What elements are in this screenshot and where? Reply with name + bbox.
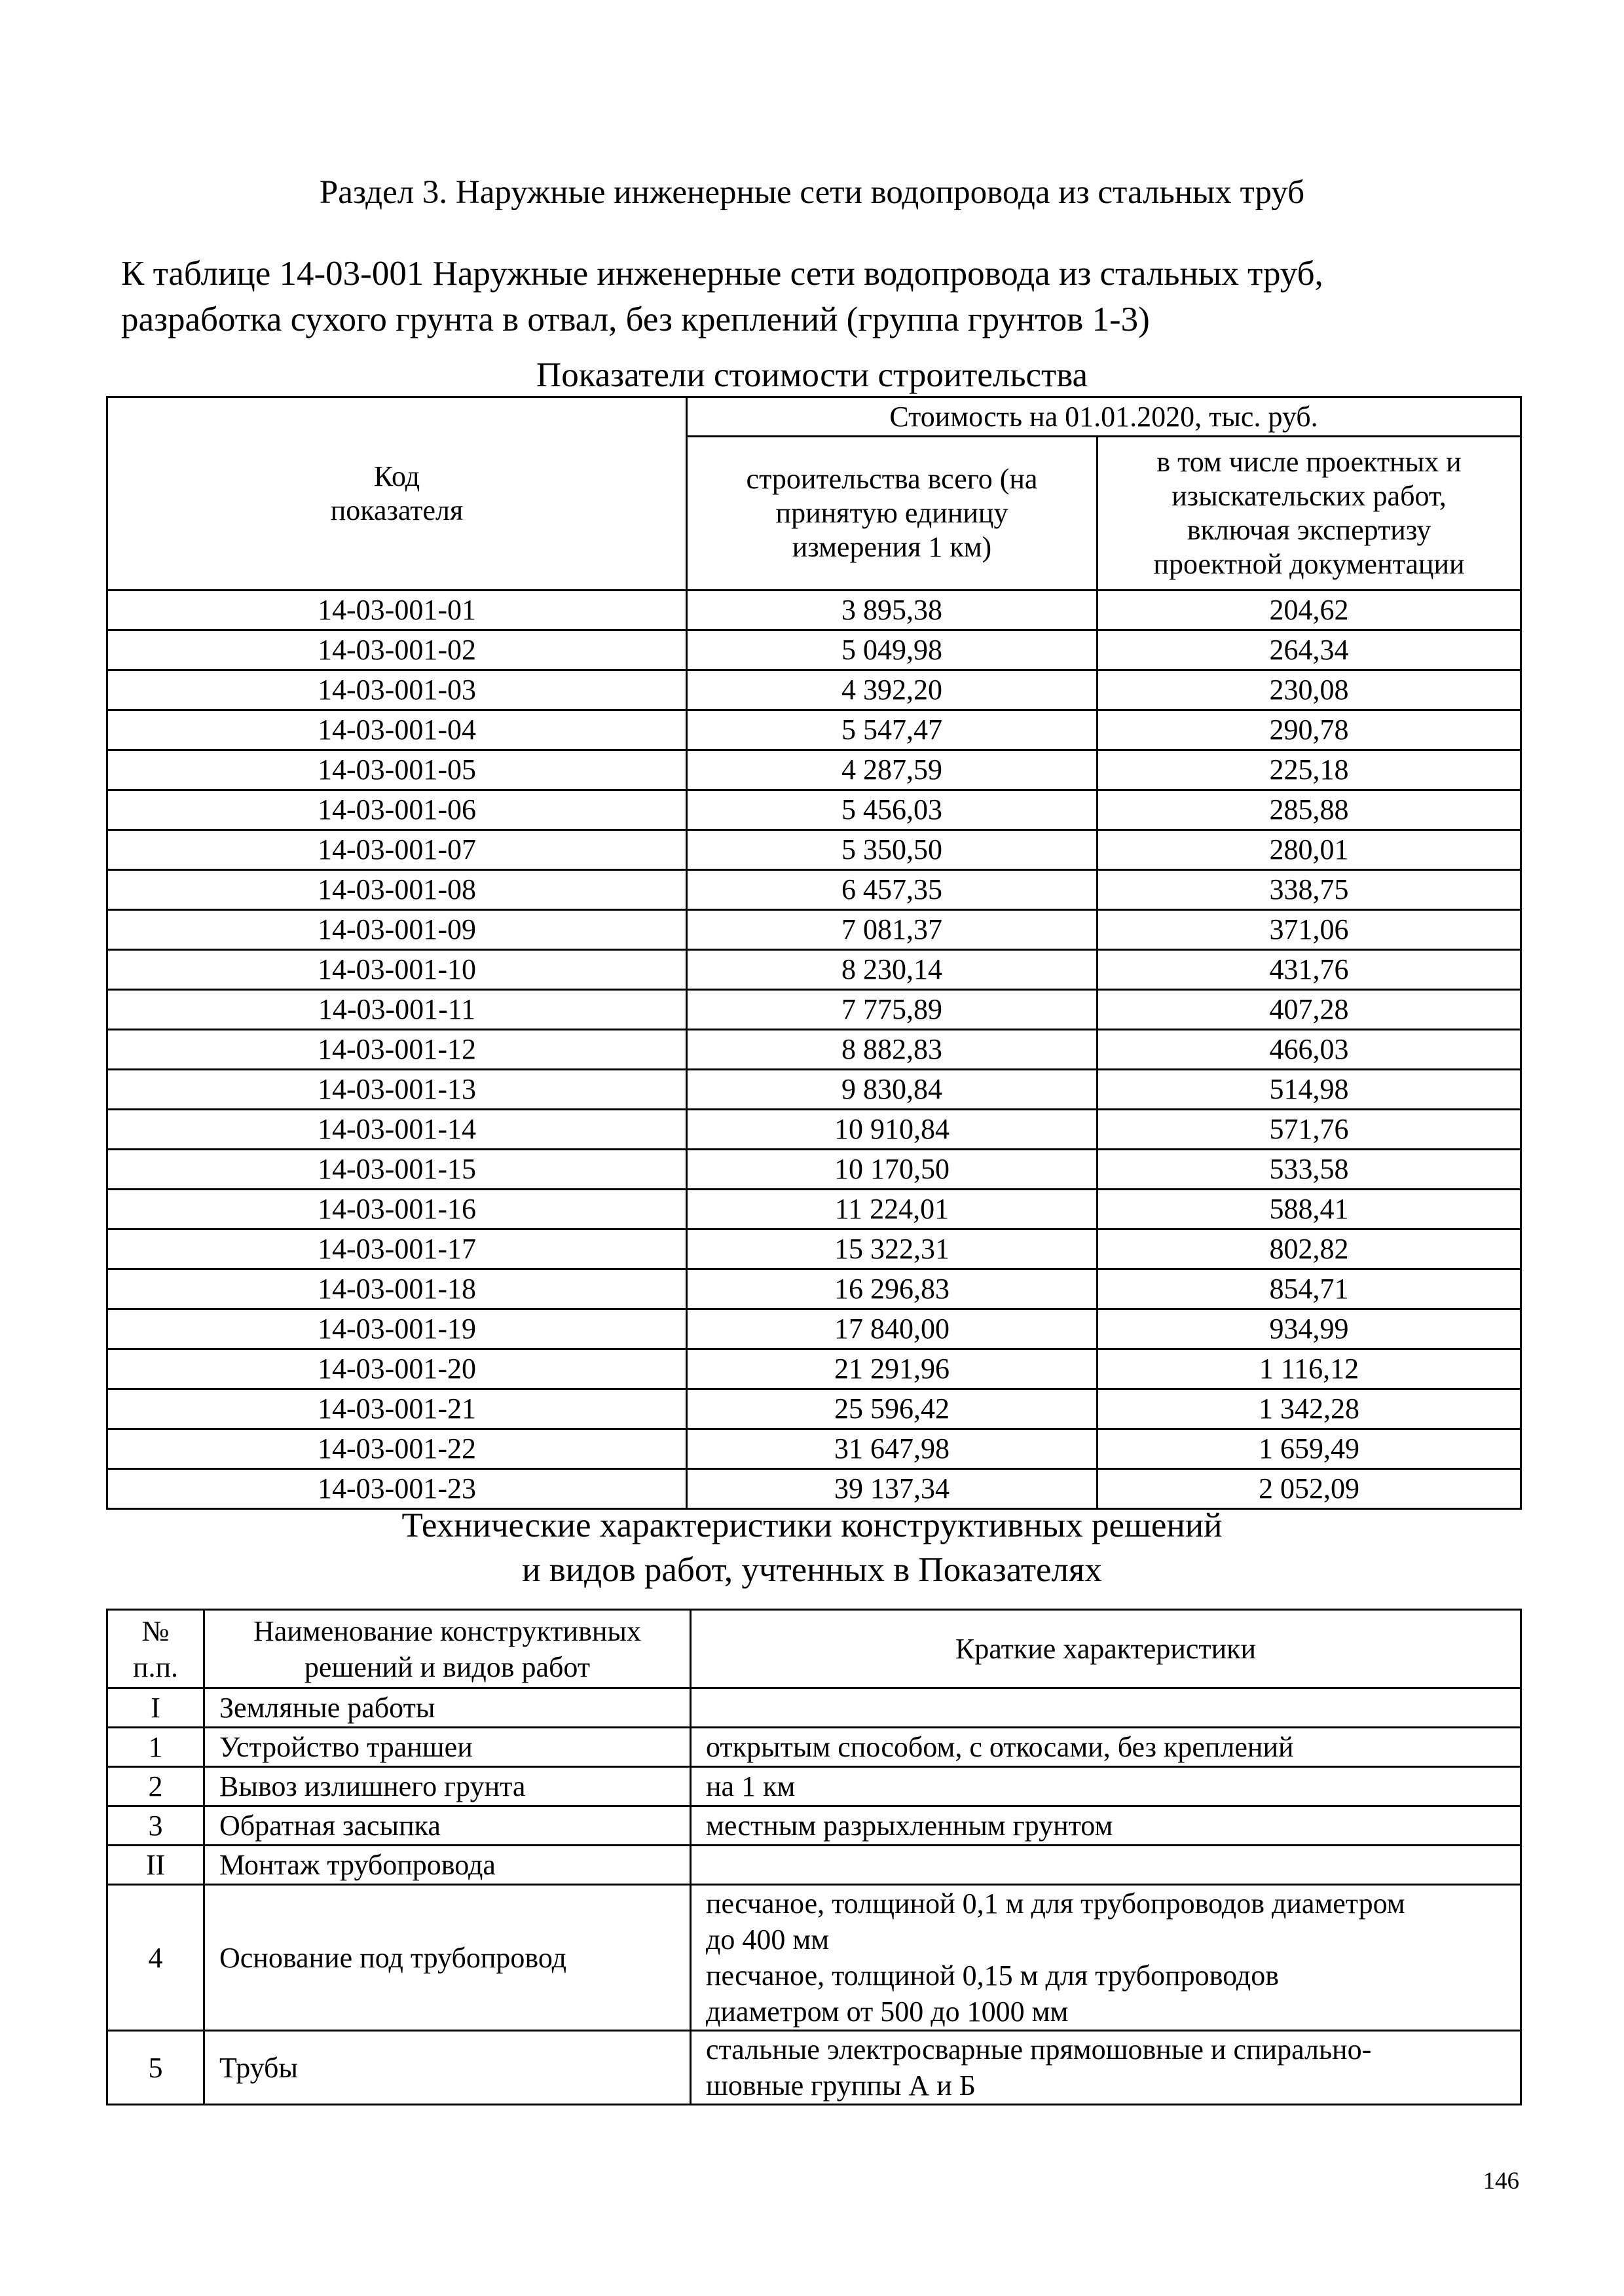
total-cost: 3 895,38 [687,591,1098,630]
work-description [691,1767,1521,1806]
table-row [107,630,1521,670]
indicator-code: 14-03-001-01 [107,591,687,630]
work-description [691,1885,1521,2031]
table-row [107,1230,1521,1269]
table-row [107,1429,1521,1469]
table-row [107,710,1521,750]
design-cost: 431,76 [1098,950,1521,990]
description-line: стальные электросварные прямошовные и спирально- [706,2033,1372,2066]
header-description: Краткие характеристики [691,1610,1521,1688]
table-reference-heading [121,251,1529,342]
design-cost: 802,82 [1098,1230,1521,1269]
total-cost: 8 230,14 [687,950,1098,990]
technical-characteristics-table [106,1609,1522,2105]
header-code: Код показателя [107,397,687,591]
design-cost: 371,06 [1098,910,1521,950]
work-description [691,1846,1521,1885]
design-cost: 854,71 [1098,1269,1521,1309]
total-cost: 5 350,50 [687,830,1098,870]
table-row [107,910,1521,950]
indicator-code: 14-03-001-16 [107,1190,687,1230]
total-cost: 25 596,42 [687,1389,1098,1429]
row-number: I [107,1688,204,1728]
indicator-code: 14-03-001-14 [107,1110,687,1150]
design-cost: 2 052,09 [1098,1469,1521,1509]
indicator-code: 14-03-001-09 [107,910,687,950]
row-number: 5 [107,2031,204,2105]
table-row [107,1389,1521,1429]
work-name: Земляные работы [204,1688,691,1728]
total-cost: 6 457,35 [687,870,1098,910]
design-cost: 290,78 [1098,710,1521,750]
table-row [107,1150,1521,1190]
table-row [107,1070,1521,1110]
indicator-code: 14-03-001-23 [107,1469,687,1509]
total-cost: 17 840,00 [687,1309,1098,1349]
indicator-code: 14-03-001-03 [107,670,687,710]
description-line: диаметром от 500 до 1000 мм [706,1995,1069,2028]
table-row [107,790,1521,830]
design-cost: 571,76 [1098,1110,1521,1150]
description-line: шовные группы А и Б [706,2069,976,2102]
total-cost: 9 830,84 [687,1070,1098,1110]
header-name: Наименование конструктивных решений и видов работ [204,1610,691,1688]
indicator-code: 14-03-001-06 [107,790,687,830]
header-total-cost: строительства всего (на принятую единицу измерения 1 км) [687,437,1098,591]
design-cost: 280,01 [1098,830,1521,870]
header-cost: Стоимость на 01.01.2020, тыс. руб. [687,397,1521,437]
table-row [107,1846,1521,1885]
work-name: Монтаж трубопровода [204,1846,691,1885]
design-cost: 407,28 [1098,990,1521,1030]
indicator-code: 14-03-001-21 [107,1389,687,1429]
page-number: 146 [1483,2168,1519,2195]
design-cost: 1 342,28 [1098,1389,1521,1429]
description-line: на 1 км [706,1770,796,1802]
table-row [107,591,1521,630]
indicator-code: 14-03-001-13 [107,1070,687,1110]
indicator-code: 14-03-001-02 [107,630,687,670]
total-cost: 4 287,59 [687,750,1098,790]
work-name: Трубы [204,2031,691,2105]
indicator-code: 14-03-001-15 [107,1150,687,1190]
table-row [107,670,1521,710]
row-number: II [107,1846,204,1885]
work-description [691,1688,1521,1728]
work-name: Вывоз излишнего грунта [204,1767,691,1806]
table-row [107,1030,1521,1070]
indicator-code: 14-03-001-19 [107,1309,687,1349]
table-row [107,750,1521,790]
heading-line: К таблице 14-03-001 Наружные инженерные сети водопровода из стальных труб, [121,255,1323,293]
design-cost: 514,98 [1098,1070,1521,1110]
total-cost: 16 296,83 [687,1269,1098,1309]
total-cost: 4 392,20 [687,670,1098,710]
indicator-code: 14-03-001-10 [107,950,687,990]
design-cost: 204,62 [1098,591,1521,630]
total-cost: 10 910,84 [687,1110,1098,1150]
total-cost: 5 547,47 [687,710,1098,750]
design-cost: 533,58 [1098,1150,1521,1190]
row-number: 3 [107,1806,204,1846]
row-number: 1 [107,1728,204,1767]
indicator-code: 14-03-001-12 [107,1030,687,1070]
header-design-cost: в том числе проектных и изыскательских работ, включая экспертизу проектной документации [1098,437,1521,591]
table-row [107,1110,1521,1150]
description-line: местным разрыхленным грунтом [706,1810,1113,1842]
total-cost: 7 775,89 [687,990,1098,1030]
design-cost: 338,75 [1098,870,1521,910]
indicator-code: 14-03-001-17 [107,1230,687,1269]
total-cost: 39 137,34 [687,1469,1098,1509]
work-name: Основание под трубопровод [204,1885,691,2031]
design-cost: 1 659,49 [1098,1429,1521,1469]
header-number: № п.п. [107,1610,204,1688]
description-line: до 400 мм [706,1923,830,1956]
table-row [107,1269,1521,1309]
total-cost: 7 081,37 [687,910,1098,950]
description-line: песчаное, толщиной 0,15 м для трубопроводов [706,1959,1279,1992]
total-cost: 5 456,03 [687,790,1098,830]
work-description [691,1806,1521,1846]
total-cost: 15 322,31 [687,1230,1098,1269]
indicator-code: 14-03-001-18 [107,1269,687,1309]
design-cost: 934,99 [1098,1309,1521,1349]
work-description [691,2031,1521,2105]
row-number: 2 [107,1767,204,1806]
indicator-code: 14-03-001-11 [107,990,687,1030]
table-row [107,1728,1521,1767]
total-cost: 21 291,96 [687,1349,1098,1389]
table-row [107,1885,1521,2031]
description-line: песчаное, толщиной 0,1 м для трубопроводов диаметром [706,1887,1405,1920]
total-cost: 10 170,50 [687,1150,1098,1190]
design-cost: 466,03 [1098,1030,1521,1070]
design-cost: 1 116,12 [1098,1349,1521,1389]
design-cost: 264,34 [1098,630,1521,670]
total-cost: 8 882,83 [687,1030,1098,1070]
work-name: Обратная засыпка [204,1806,691,1846]
table-row [107,1806,1521,1846]
design-cost: 225,18 [1098,750,1521,790]
indicator-code: 14-03-001-08 [107,870,687,910]
design-cost: 230,08 [1098,670,1521,710]
table-row [107,1688,1521,1728]
table-row [107,870,1521,910]
design-cost: 588,41 [1098,1190,1521,1230]
table-row [107,2031,1521,2105]
table-row [107,950,1521,990]
heading-line: разработка сухого грунта в отвал, без креплений (группа грунтов 1-3) [121,301,1150,338]
row-number: 4 [107,1885,204,2031]
total-cost: 31 647,98 [687,1429,1098,1469]
indicator-code: 14-03-001-07 [107,830,687,870]
table-row [107,990,1521,1030]
work-name: Устройство траншеи [204,1728,691,1767]
design-cost: 285,88 [1098,790,1521,830]
tech-table-caption: Технические характеристики конструктивных решений и видов работ, учтенных в Показателях [401,1506,1223,1589]
description-line: открытым способом, с откосами, без креплений [706,1731,1294,1763]
table-row [107,1309,1521,1349]
indicator-code: 14-03-001-05 [107,750,687,790]
work-description [691,1728,1521,1767]
indicator-code: 14-03-001-04 [107,710,687,750]
section-title: Раздел 3. Наружные инженерные сети водопровода из стальных труб [319,174,1305,211]
table-row [107,1349,1521,1389]
table-row [107,830,1521,870]
cost-indicators-table [106,396,1522,1510]
total-cost: 5 049,98 [687,630,1098,670]
cost-table-caption: Показатели стоимости строительства [536,356,1088,394]
indicator-code: 14-03-001-20 [107,1349,687,1389]
table-row [107,1767,1521,1806]
indicator-code: 14-03-001-22 [107,1429,687,1469]
total-cost: 11 224,01 [687,1190,1098,1230]
table-row [107,1190,1521,1230]
